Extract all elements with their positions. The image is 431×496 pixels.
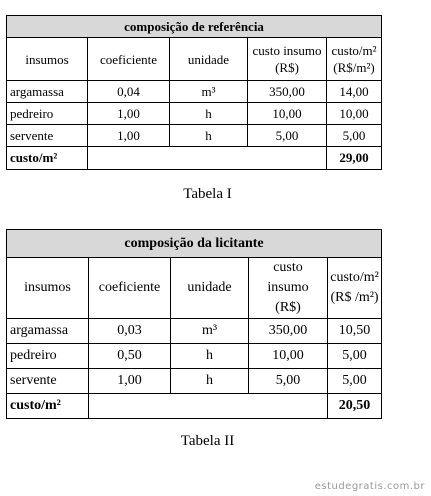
table-row [7,319,382,344]
cell-custo-m2: 14,00 [327,81,382,103]
cell-custo-insumo: 350,00 [248,81,327,103]
total-spacer [89,394,328,419]
header-custo-m2: custo/m² (R$ /m²) [328,258,382,319]
table-row [7,103,382,125]
bidder-composition-table [6,229,382,419]
cell-unidade: m³ [171,319,249,344]
header-unidade: unidade [171,258,249,319]
table-row [7,125,382,147]
cell-custo-insumo: 10,00 [248,103,327,125]
reference-composition-table [6,15,382,170]
cell-coeficiente: 0,03 [89,319,171,344]
header-custo-m2: custo/m² (R$/m²) [327,38,382,81]
cell-custo-m2: 10,00 [327,103,382,125]
cell-insumo: pedreiro [7,103,88,125]
header-custo-insumo: custo insumo (R$) [249,258,328,319]
cell-insumo: argamassa [7,81,88,103]
cell-unidade: h [171,344,249,369]
total-value: 20,50 [328,394,382,419]
total-label: custo/m² [7,147,88,170]
table-title: composição de referência [7,16,382,38]
total-row [7,394,382,419]
table-row [7,81,382,103]
cell-unidade: h [170,103,248,125]
header-unidade: unidade [170,38,248,81]
cell-coeficiente: 0,04 [88,81,170,103]
cell-insumo: argamassa [7,319,89,344]
cell-custo-insumo: 5,00 [249,369,328,394]
table-caption: Tabela I [183,186,232,202]
total-row [7,147,382,170]
total-spacer [88,147,327,170]
table-row [7,369,382,394]
table-caption: Tabela II [180,433,235,449]
header-custo-insumo: custo insumo (R$) [248,38,327,81]
cell-coeficiente: 0,50 [89,344,171,369]
header-insumos: insumos [7,258,89,319]
header-coeficiente: coeficiente [89,258,171,319]
cell-custo-m2: 5,00 [327,125,382,147]
cell-insumo: servente [7,369,89,394]
cell-insumo: servente [7,125,88,147]
cell-insumo: pedreiro [7,344,89,369]
watermark: estudegratis.com.br [314,481,425,492]
cell-custo-m2: 5,00 [328,369,382,394]
cell-coeficiente: 1,00 [88,125,170,147]
total-value: 29,00 [327,147,382,170]
cell-custo-m2: 10,50 [328,319,382,344]
total-label: custo/m² [7,394,89,419]
cell-custo-insumo: 10,00 [249,344,328,369]
cell-coeficiente: 1,00 [89,369,171,394]
table-title: composição da licitante [7,230,382,258]
header-coeficiente: coeficiente [88,38,170,81]
cell-custo-m2: 5,00 [328,344,382,369]
cell-coeficiente: 1,00 [88,103,170,125]
cell-unidade: m³ [170,81,248,103]
cell-custo-insumo: 350,00 [249,319,328,344]
cell-unidade: h [170,125,248,147]
header-insumos: insumos [7,38,88,81]
cell-unidade: h [171,369,249,394]
table-row [7,344,382,369]
cell-custo-insumo: 5,00 [248,125,327,147]
